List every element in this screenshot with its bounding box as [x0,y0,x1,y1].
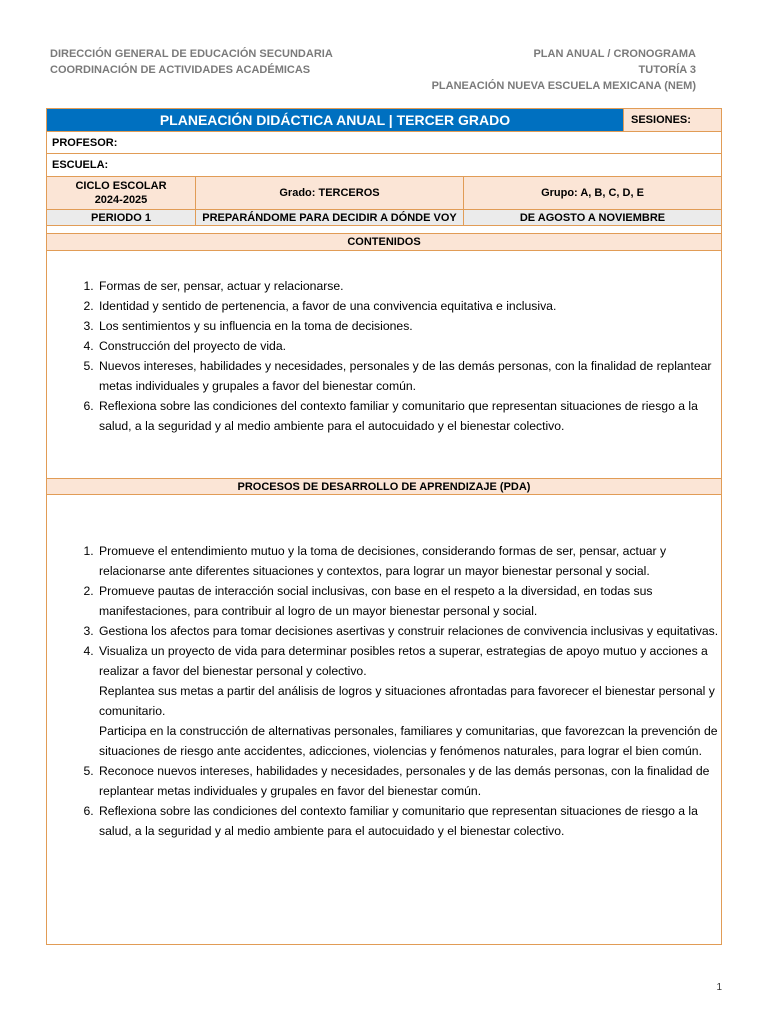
spacer-row [47,226,721,234]
list-item: 5. Reconoce nuevos intereses, habilidades y necesidades, personales y de las demás personas, con la finalidad de replantear metas individuales y grupales en favor del bienestar común. [97,761,719,801]
list-item: 3. Los sentimientos y su influencia en la toma de decisiones. [97,316,717,336]
tema-cell: PREPARÁNDOME PARA DECIDIR A DÓNDE VOY [195,210,463,225]
escuela-row [47,154,721,177]
periodo-row [47,210,721,226]
header-left-line2: COORDINACIÓN DE ACTIVIDADES ACADÉMICAS [50,64,311,76]
profesor-label: PROFESOR: [52,136,118,149]
ciclo-value: 2024-2025 [94,194,148,206]
title-row [47,109,721,132]
pda-list [47,541,719,841]
pda-item4c: Participa en la construcción de alternativas personales, familiares y comunitarias, que favorezcan la prevención de situaciones de riesgo ante accidentes, adicciones, violencias y fenómenos naturales, para lograr el bien común. [99,724,718,758]
pda-item4b: Replantea sus metas a partir del análisis de logros y situaciones afrontadas para favorecer el bienestar personal y comunitario. [99,684,715,718]
planning-table [46,108,722,945]
sesiones-label: SESIONES: [623,109,721,131]
list-item: 1. Formas de ser, pensar, actuar y relacionarse. [97,276,717,296]
list-item: 2. Promueve pautas de interacción social inclusivas, con base en el respeto a la diversidad, en todas sus manifestaciones, para contribuir al logro de un mayor bienestar personal y social. [97,581,719,621]
grupo-cell: Grupo: A, B, C, D, E [463,177,721,209]
header-right [432,46,696,94]
contenidos-heading-row [47,234,721,251]
list-item: 1. Promueve el entendimiento mutuo y la toma de decisiones, considerando formas de ser, pensar, actuar y relacionarse ante diferentes situaciones y contextos, para lograr un mayor bienestar personal y social. [97,541,719,581]
list-item [97,641,719,761]
list-item: 6. Reflexiona sobre las condiciones del contexto familiar y comunitario que representan situaciones de riesgo a la salud, a la seguridad y al medio ambiente para el autocuidado y el bienestar colectivo. [97,801,719,841]
contenidos-heading: CONTENIDOS [347,236,421,248]
list-item: 6. Reflexiona sobre las condiciones del contexto familiar y comunitario que representan situaciones de riesgo a la salud, a la seguridad y al medio ambiente para el autocuidado y el bienestar colectivo. [97,396,717,436]
header-right-line2: TUTORÍA 3 [638,64,696,76]
ciclo-label: CICLO ESCOLAR [75,180,167,192]
pda-heading-row [47,479,721,495]
header-right-line1: PLAN ANUAL / CRONOGRAMA [533,48,696,60]
list-item: 2. Identidad y sentido de pertenencia, a favor de una convivencia equitativa e inclusiva. [97,296,717,316]
page-number: 1 [716,982,722,993]
header-right-line3: PLANEACIÓN NUEVA ESCUELA MEXICANA (NEM) [431,80,696,92]
periodo-cell: PERIODO 1 [47,210,195,225]
pda-heading: PROCESOS DE DESARROLLO DE APRENDIZAJE (PDA) [237,480,531,493]
contenidos-list [47,276,717,436]
ciclo-row [47,177,721,210]
contenidos-body [47,251,721,479]
table-title: PLANEACIÓN DIDÁCTICA ANUAL | TERCER GRADO [47,109,623,131]
pda-body [47,495,721,944]
escuela-label: ESCUELA: [52,159,109,171]
pda-item4a: 4. Visualiza un proyecto de vida para determinar posibles retos a superar, estrategias de apoyo mutuo y acciones a realizar a favor del bienestar personal y colectivo. [99,644,708,678]
list-item: 3. Gestiona los afectos para tomar decisiones asertivas y construir relaciones de convivencia inclusivas y equitativas. [97,621,719,641]
header-left [50,46,333,78]
list-item: 5. Nuevos intereses, habilidades y necesidades, personales y de las demás personas, con la finalidad de replantear metas individuales y grupales a favor del bienestar común. [97,356,717,396]
header-left-line1: DIRECCIÓN GENERAL DE EDUCACIÓN SECUNDARIA [50,48,333,60]
list-item: 4. Construcción del proyecto de vida. [97,336,717,356]
fechas-cell: DE AGOSTO A NOVIEMBRE [463,210,721,225]
grado-cell: Grado: TERCEROS [195,177,463,209]
profesor-row [47,132,721,154]
ciclo-cell [47,177,195,209]
